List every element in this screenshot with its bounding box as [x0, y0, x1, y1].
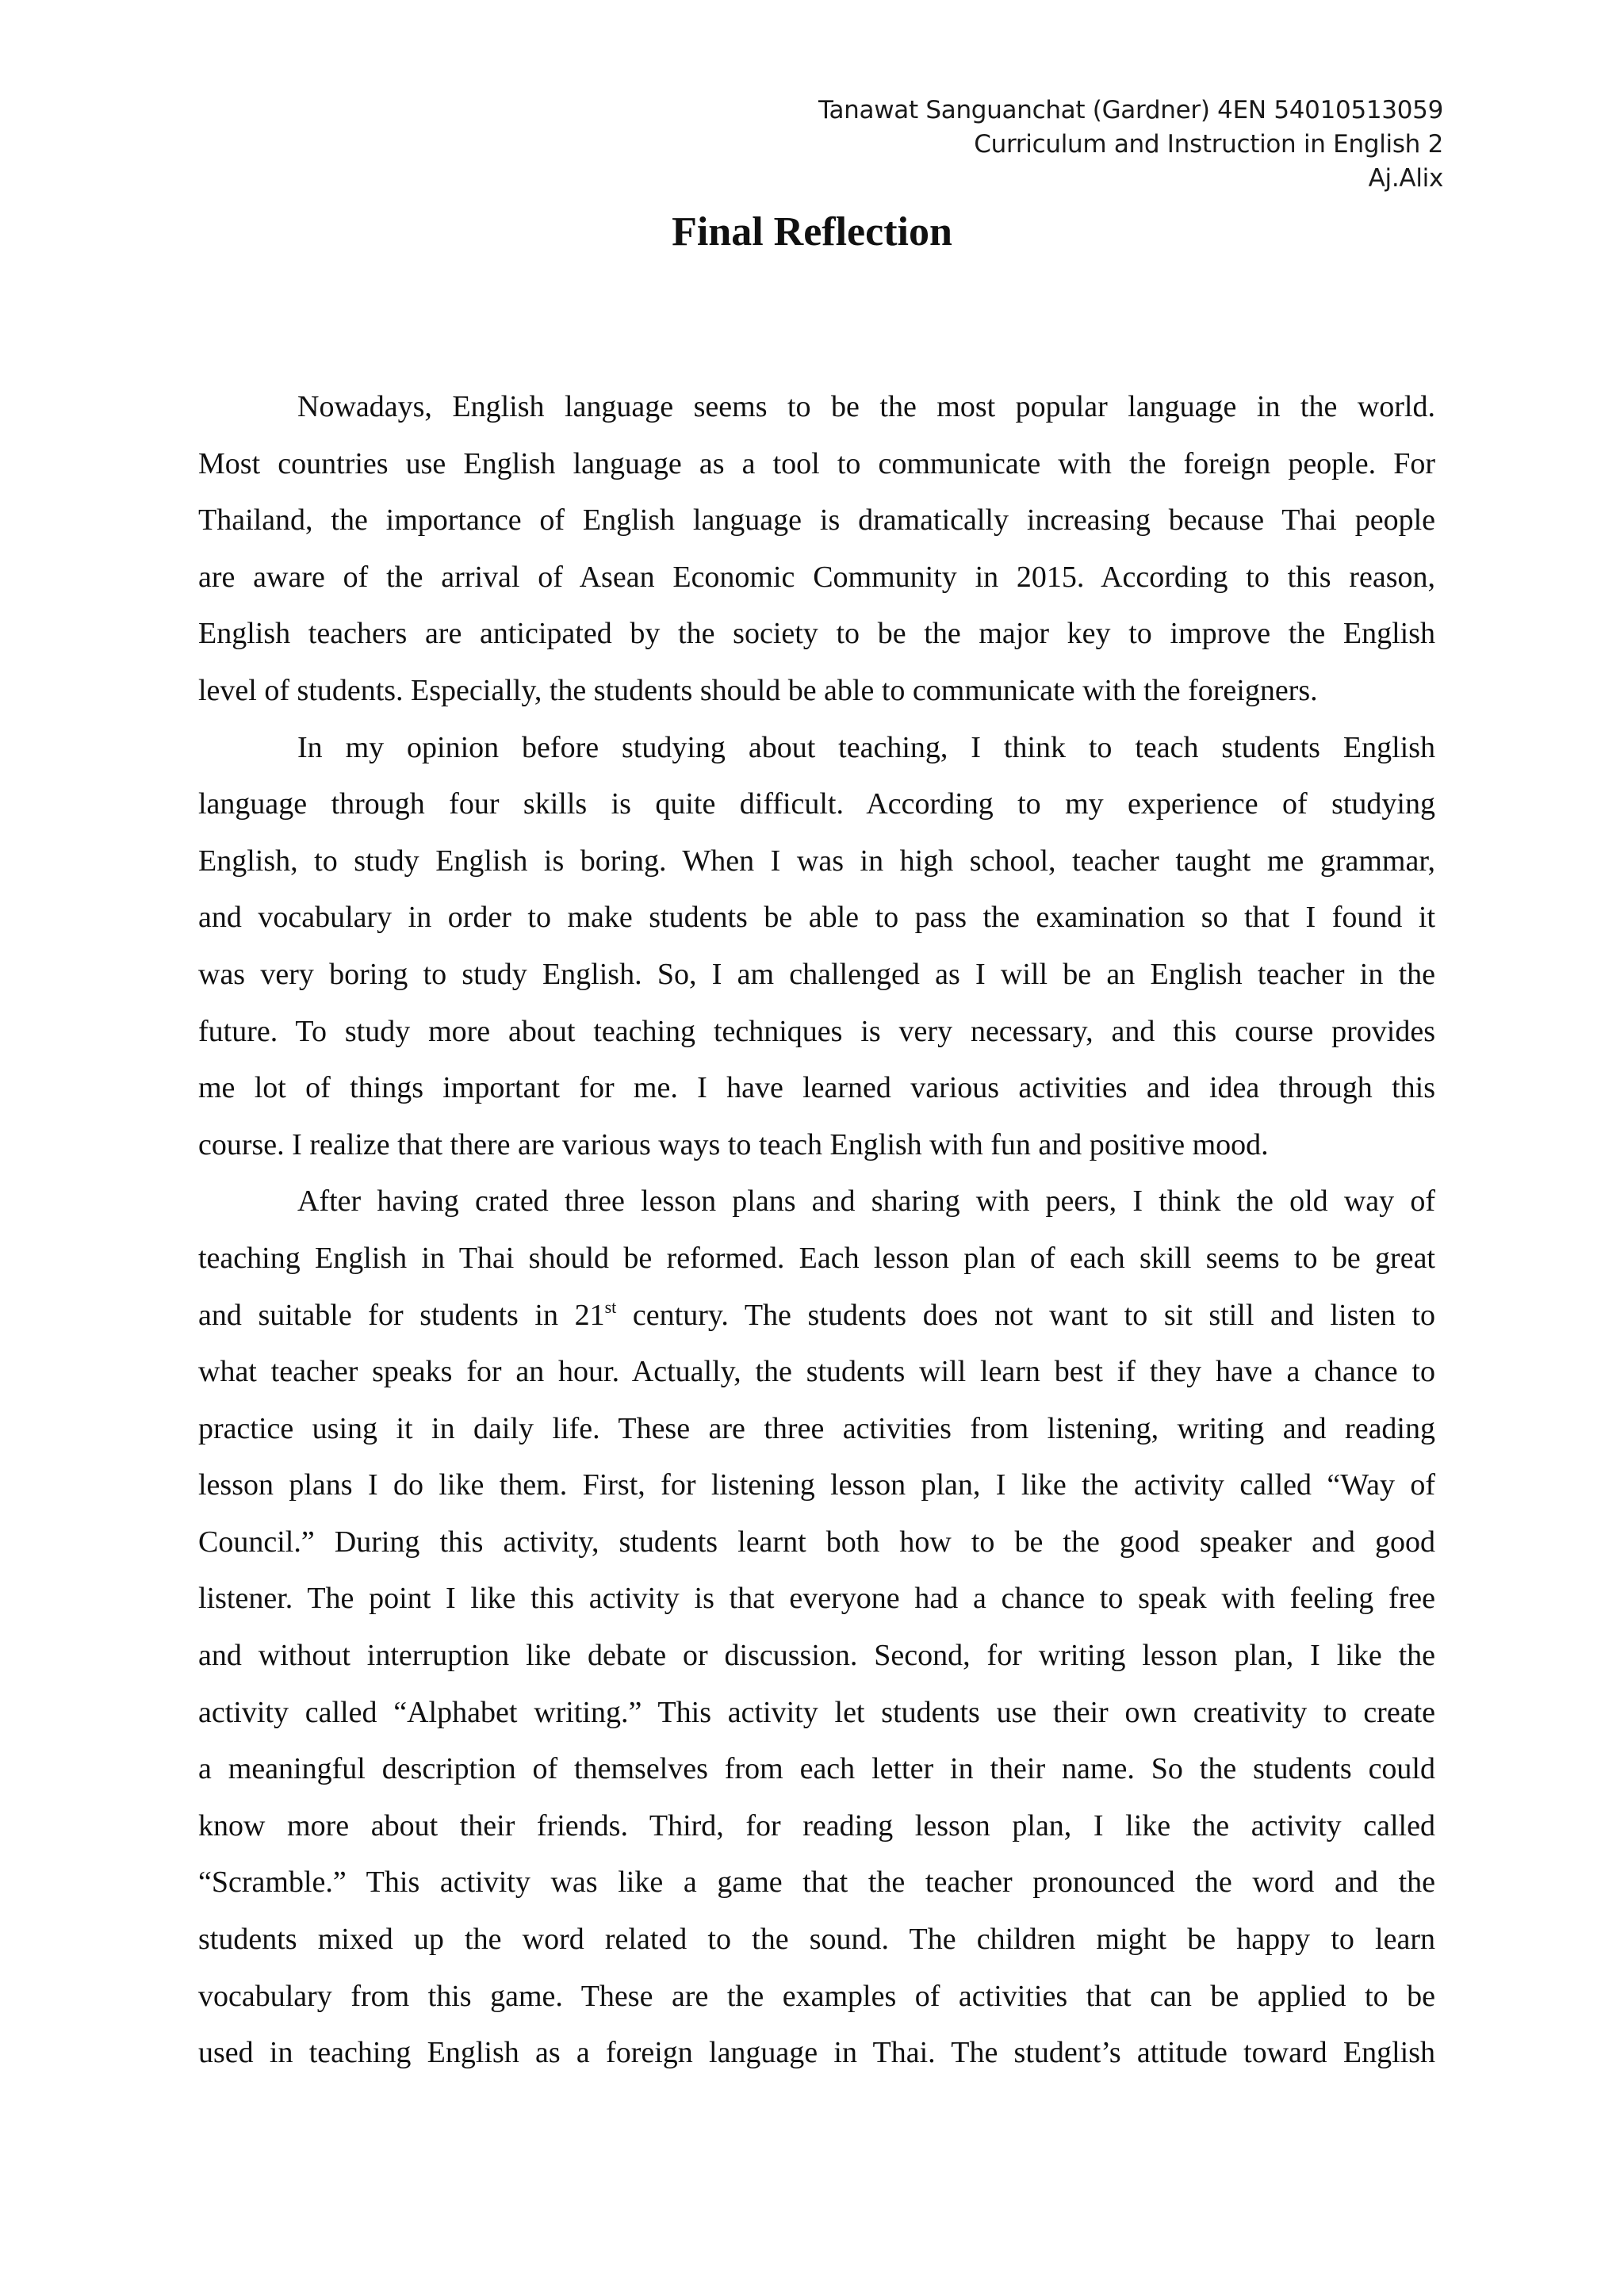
- text-line: a meaningful description of themselves from each letter in their name. So the students could: [198, 1752, 1435, 1786]
- text-line: activity called “Alphabet writing.” This activity let students use their own creativity to create: [198, 1695, 1435, 1729]
- text-line: teaching English in Thai should be reformed. Each lesson plan of each skill seems to be great: [198, 1241, 1435, 1275]
- author-line: Tanawat Sanguanchat (Gardner) 4EN 54010513059: [818, 96, 1443, 124]
- text-line: vocabulary from this game. These are the examples of activities that can be applied to be: [198, 1979, 1435, 2013]
- text-line: level of students. Especially, the students should be able to communicate with the foreigners.: [198, 673, 1318, 707]
- body-text: [198, 379, 1435, 2082]
- text-line: and vocabulary in order to make students be able to pass the examination so that I found it: [198, 901, 1435, 935]
- text-line: Thailand, the importance of English language is dramatically increasing because Thai people: [198, 503, 1435, 538]
- text-segment: century. The students does not want to sit still and listen to: [616, 1298, 1436, 1332]
- text-line: me lot of things important for me. I have learned various activities and idea through this: [198, 1071, 1435, 1105]
- page-title: Final Reflection: [672, 209, 952, 254]
- text-line: practice using it in daily life. These are three activities from listening, writing and reading: [198, 1411, 1435, 1445]
- text-line: know more about their friends. Third, for reading lesson plan, I like the activity called: [198, 1808, 1435, 1843]
- text-line: used in teaching English as a foreign language in Thai. The student’s attitude toward English: [198, 2036, 1435, 2070]
- author-header: [818, 94, 1443, 196]
- instructor-line: Aj.Alix: [1368, 164, 1443, 193]
- text-line: Most countries use English language as a tool to communicate with the foreign people. For: [198, 446, 1435, 480]
- text-line: what teacher speaks for an hour. Actually, the students will learn best if they have a chance to: [198, 1355, 1435, 1389]
- text-line: students mixed up the word related to the sound. The children might be happy to learn: [198, 1923, 1435, 1957]
- text-segment: and suitable for students in 21: [198, 1298, 605, 1332]
- text-line: and without interruption like debate or discussion. Second, for writing lesson plan, I like the: [198, 1639, 1435, 1673]
- text-line: was very boring to study English. So, I am challenged as I will be an English teacher in the: [198, 957, 1435, 991]
- text-line: [198, 1288, 1435, 1345]
- text-line: Council.” During this activity, students learnt both how to be the good speaker and good: [198, 1525, 1435, 1559]
- text-line: course. I realize that there are various ways to teach English with fun and positive mood.: [198, 1127, 1269, 1161]
- course-line: Curriculum and Instruction in English 2: [974, 130, 1443, 159]
- text-line: language through four skills is quite difficult. According to my experience of studying: [198, 787, 1435, 821]
- text-line: “Scramble.” This activity was like a game that the teacher pronounced the word and the: [198, 1866, 1435, 1900]
- text-line: lesson plans I do like them. First, for listening lesson plan, I like the activity called “Way of: [198, 1468, 1435, 1502]
- text-line: English, to study English is boring. When I was in high school, teacher taught me grammar,: [198, 844, 1435, 878]
- text-line: listener. The point I like this activity is that everyone had a chance to speak with feeling free: [198, 1582, 1435, 1616]
- text-line: future. To study more about teaching techniques is very necessary, and this course provides: [198, 1014, 1435, 1048]
- ordinal-superscript: st: [604, 1296, 617, 1317]
- text-line: After having crated three lesson plans and sharing with peers, I think the old way of: [297, 1184, 1435, 1219]
- text-line: Nowadays, English language seems to be the most popular language in the world.: [297, 390, 1435, 423]
- text-line: In my opinion before studying about teaching, I think to teach students English: [297, 730, 1435, 764]
- text-line: English teachers are anticipated by the society to be the major key to improve the English: [198, 617, 1435, 651]
- text-line: are aware of the arrival of Asean Economic Community in 2015. According to this reason,: [198, 560, 1435, 594]
